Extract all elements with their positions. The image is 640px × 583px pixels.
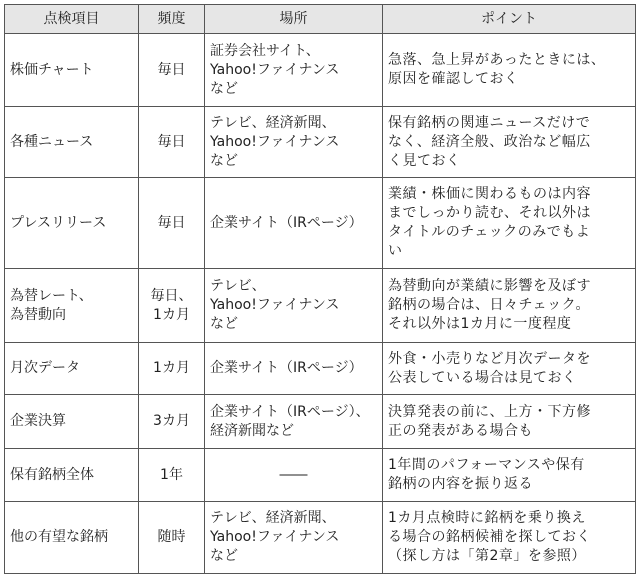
cell-place bbox=[205, 343, 383, 395]
header-item: 点検項目 bbox=[5, 5, 139, 34]
cell-line: 毎日、 bbox=[150, 287, 193, 304]
cell-line: 1年間のパフォーマンスや保有 bbox=[388, 457, 585, 473]
table-header-row bbox=[5, 5, 636, 34]
table-row bbox=[5, 395, 636, 449]
cell-item bbox=[5, 343, 139, 395]
cell-line: プレスリリース bbox=[10, 214, 107, 231]
cell-point bbox=[383, 395, 636, 449]
cell-point bbox=[383, 107, 636, 178]
table-row bbox=[5, 449, 636, 502]
cell-item bbox=[5, 178, 139, 269]
cell-line: 毎日 bbox=[157, 61, 186, 78]
cell-line: 銘柄の場合は、日々チェック。 bbox=[388, 297, 591, 313]
cell-line: 1カ月 bbox=[153, 360, 190, 376]
cell-frequency bbox=[139, 269, 205, 343]
check-schedule-table-wrapper bbox=[4, 4, 636, 574]
cell-place bbox=[205, 395, 383, 449]
table-row bbox=[5, 34, 636, 107]
cell-line: 1カ月点検時に銘柄を乗り換え bbox=[388, 510, 586, 526]
cell-line: 外食・小売りなど月次データを bbox=[388, 350, 591, 367]
cell-point bbox=[383, 34, 636, 107]
cell-place bbox=[205, 34, 383, 107]
cell-line: 原因を確認しておく bbox=[388, 71, 519, 87]
cell-item bbox=[5, 395, 139, 449]
cell-frequency bbox=[139, 107, 205, 178]
cell-place bbox=[205, 449, 383, 502]
cell-line: 各種ニュース bbox=[10, 133, 94, 150]
cell-line: 保有銘柄全体 bbox=[10, 466, 94, 483]
table-row bbox=[5, 502, 636, 574]
cell-line: （探し方は「第2章」を参照） bbox=[388, 548, 586, 564]
cell-line: 公表している場合は見ておく bbox=[388, 369, 577, 386]
cell-line: 保有銘柄の関連ニュースだけで bbox=[388, 114, 591, 131]
cell-place bbox=[205, 107, 383, 178]
cell-item bbox=[5, 107, 139, 178]
cell-line: など bbox=[210, 548, 238, 564]
cell-line: 企業サイト（IRページ）、 bbox=[210, 403, 370, 420]
cell-frequency bbox=[139, 502, 205, 574]
cell-line: 他の有望な銘柄 bbox=[10, 529, 108, 545]
header-frequency: 頻度 bbox=[139, 5, 205, 34]
table-body bbox=[5, 34, 636, 574]
cell-place bbox=[205, 269, 383, 343]
cell-line: なく、経済全般、政治など幅広 bbox=[388, 133, 591, 150]
cell-place bbox=[205, 502, 383, 574]
cell-line: 毎日 bbox=[157, 133, 186, 150]
cell-line: テレビ、 bbox=[210, 278, 266, 294]
cell-frequency bbox=[139, 178, 205, 269]
cell-line: 企業決算 bbox=[10, 413, 66, 429]
cell-line: テレビ、経済新聞、 bbox=[210, 510, 336, 526]
cell-line: テレビ、経済新聞、 bbox=[210, 114, 336, 131]
header-point: ポイント bbox=[383, 5, 636, 34]
cell-line: 企業サイト（IRページ） bbox=[210, 360, 363, 376]
cell-line: 為替動向が業績に影響を及ぼす bbox=[388, 278, 591, 294]
cell-line: 決算発表の前に、上方・下方修 bbox=[388, 403, 591, 420]
cell-line: 毎日 bbox=[157, 214, 186, 231]
cell-line: 銘柄の内容を振り返る bbox=[388, 476, 533, 492]
cell-frequency bbox=[139, 343, 205, 395]
table-row bbox=[5, 178, 636, 269]
cell-line: る場合の銘柄候補を探しておく bbox=[388, 529, 591, 545]
cell-frequency bbox=[139, 34, 205, 107]
check-schedule-table bbox=[4, 4, 636, 574]
cell-point bbox=[383, 449, 636, 502]
cell-line: タイトルのチェックのみでもよ bbox=[388, 224, 591, 240]
cell-line: 企業サイト（IRページ） bbox=[210, 214, 363, 231]
cell-item bbox=[5, 34, 139, 107]
cell-line: Yahoo!ファイナンス bbox=[210, 297, 340, 313]
cell-line: 随時 bbox=[157, 529, 186, 545]
cell-line: 業績・株価に関わるものは内容 bbox=[388, 186, 591, 202]
cell-frequency bbox=[139, 449, 205, 502]
cell-line: 株価チャート bbox=[10, 61, 94, 78]
cell-line: など bbox=[210, 80, 238, 97]
cell-line: 1年 bbox=[160, 466, 183, 483]
header-place: 場所 bbox=[205, 5, 383, 34]
cell-line: 為替レート、 bbox=[10, 287, 93, 304]
cell-line: い bbox=[388, 243, 403, 259]
cell-item bbox=[5, 449, 139, 502]
cell-point bbox=[383, 178, 636, 269]
cell-item bbox=[5, 269, 139, 343]
cell-line: 証券会社サイト、 bbox=[210, 42, 320, 59]
cell-line: Yahoo!ファイナンス bbox=[210, 61, 340, 78]
cell-point bbox=[383, 343, 636, 395]
table-row bbox=[5, 343, 636, 395]
cell-line: 経済新聞など bbox=[210, 422, 294, 439]
cell-place bbox=[205, 178, 383, 269]
cell-line: それ以外は1カ月に一度程度 bbox=[388, 316, 572, 332]
cell-line: 3カ月 bbox=[153, 413, 190, 429]
cell-point bbox=[383, 269, 636, 343]
table-row bbox=[5, 269, 636, 343]
cell-line: 急落、急上昇があったときには、 bbox=[388, 52, 606, 68]
cell-line: など bbox=[210, 152, 238, 169]
cell-line: までしっかり読む、それ以外は bbox=[388, 205, 591, 221]
table-row bbox=[5, 107, 636, 178]
cell-item bbox=[5, 502, 139, 574]
cell-frequency bbox=[139, 395, 205, 449]
cell-line: 月次データ bbox=[10, 360, 80, 376]
cell-line: など bbox=[210, 316, 238, 332]
cell-line: 1カ月 bbox=[153, 306, 190, 323]
cell-line: 為替動向 bbox=[10, 306, 66, 323]
cell-line: く見ておく bbox=[388, 152, 461, 169]
cell-point bbox=[383, 502, 636, 574]
cell-line: Yahoo!ファイナンス bbox=[210, 529, 340, 545]
cell-line: 正の発表がある場合も bbox=[388, 422, 533, 439]
cell-line: Yahoo!ファイナンス bbox=[210, 133, 340, 150]
cell-line: ―― bbox=[279, 466, 308, 483]
